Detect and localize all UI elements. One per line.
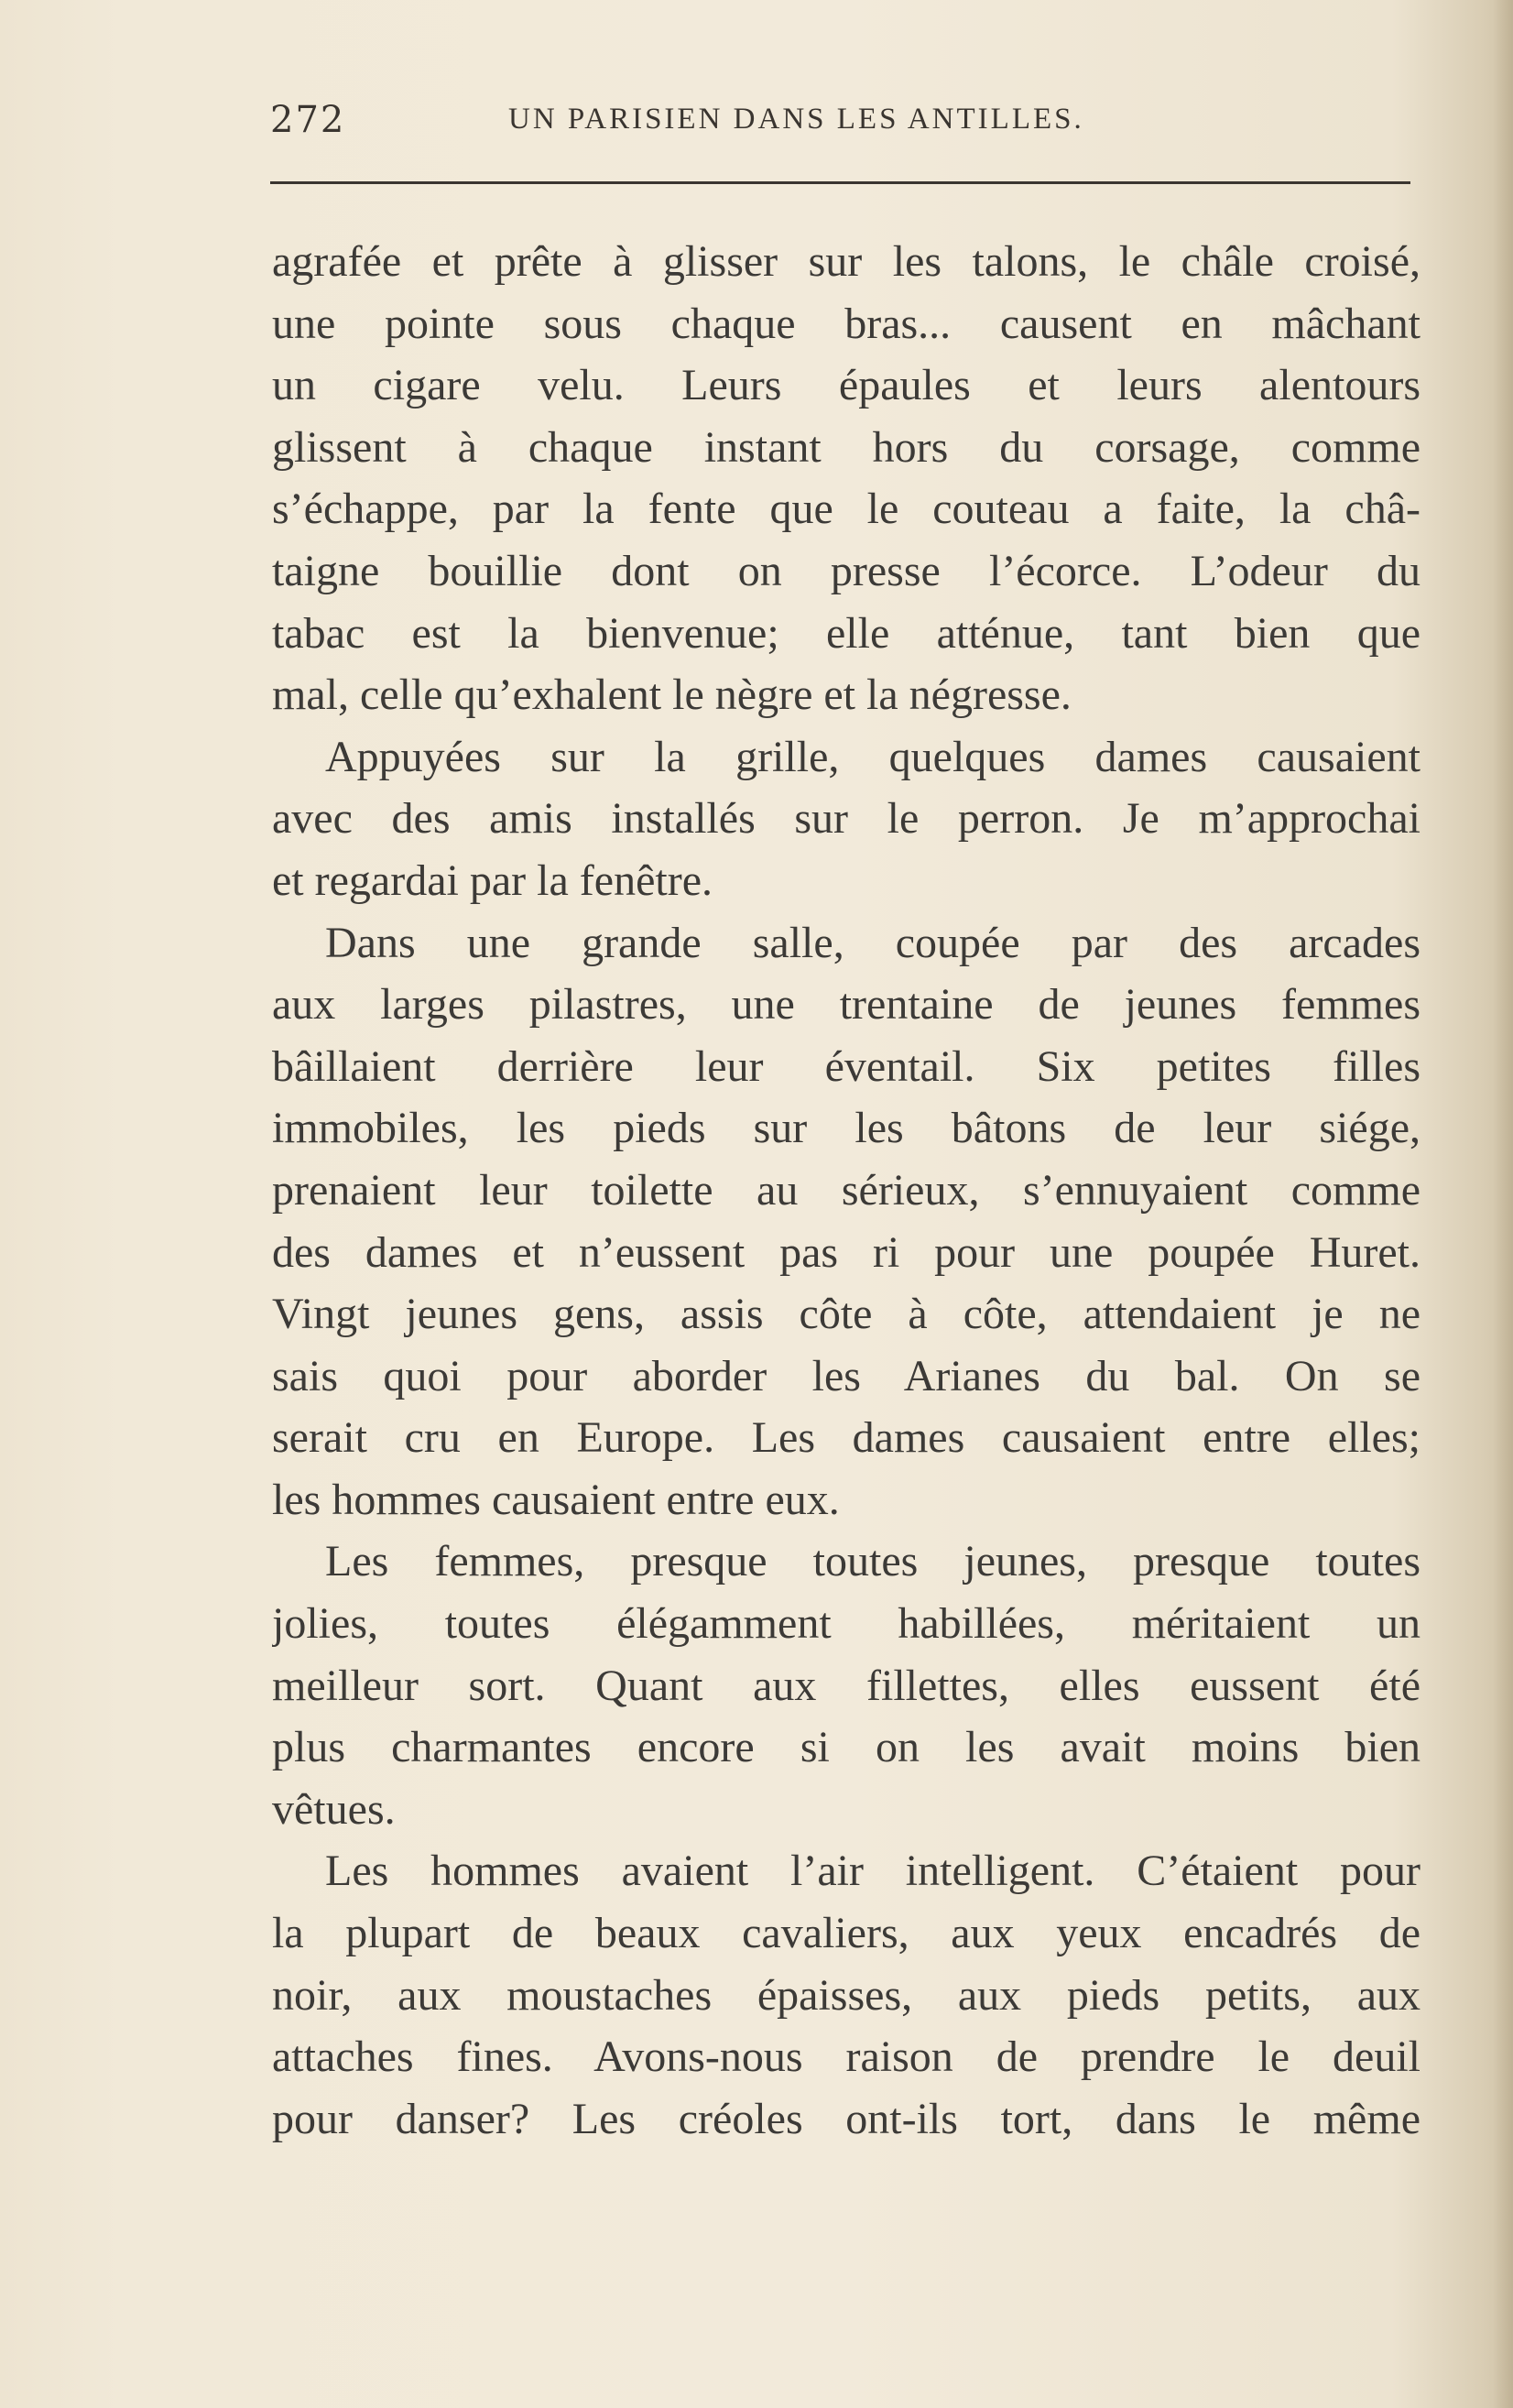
text-line: une pointe sous chaque bras... causent en mâchant [272, 299, 1420, 348]
text-line: sais quoi pour aborder les Arianes du bal. On se [272, 1351, 1420, 1400]
text-line: pour danser? Les créoles ont-ils tort, dans le même [272, 2094, 1420, 2143]
text-line: meilleur sort. Quant aux fillettes, elles eussent été [272, 1661, 1420, 1710]
text-line: Les hommes avaient l’air intelligent. C’étaient pour [325, 1847, 1420, 1896]
running-title: UN PARISIEN DANS LES ANTILLES. [508, 103, 1084, 136]
text-line: taigne bouillie dont on presse l’écorce. L’odeur du [272, 546, 1420, 595]
text-line: des dames et n’eussent pas ri pour une poupée Huret. [272, 1227, 1420, 1277]
text-line: immobiles, les pieds sur les bâtons de leur siége, [272, 1104, 1420, 1153]
text-line: et regardai par la fenêtre. [272, 855, 713, 905]
text-line: agrafée et prête à glisser sur les talons, le châle croisé, [272, 237, 1420, 286]
text-line: serait cru en Europe. Les dames causaient entre elles; [272, 1413, 1420, 1463]
text-line: la plupart de beaux cavaliers, aux yeux encadrés de [272, 1909, 1420, 1958]
text-line: Vingt jeunes gens, assis côte à côte, attendaient je ne [272, 1290, 1420, 1339]
text-line: tabac est la bienvenue; elle atténue, tant bien que [272, 608, 1420, 658]
running-header [270, 92, 1410, 156]
text-line: jolies, toutes élégamment habillées, méritaient un [272, 1599, 1420, 1649]
text-line: glissent à chaque instant hors du corsage, comme [272, 422, 1420, 472]
text-line: prenaient leur toilette au sérieux, s’ennuyaient comme [272, 1165, 1420, 1215]
text-line: les hommes causaient entre eux. [272, 1475, 840, 1524]
page-edge-shadow [1493, 0, 1513, 2408]
text-line: attaches fines. Avons-nous raison de prendre le deuil [272, 2032, 1420, 2082]
body-text [272, 231, 1420, 2150]
text-line: noir, aux moustaches épaisses, aux pieds petits, aux [272, 1970, 1420, 2020]
text-line: avec des amis installés sur le perron. Je m’approchai [272, 794, 1420, 844]
text-line: un cigare velu. Leurs épaules et leurs alentours [272, 361, 1420, 410]
text-line: mal, celle qu’exhalent le nègre et la négresse. [272, 670, 1072, 720]
text-line: Appuyées sur la grille, quelques dames causaient [325, 732, 1420, 781]
text-line: plus charmantes encore si on les avait moins bien [272, 1723, 1420, 1772]
page-number: 272 [270, 99, 346, 141]
text-line: bâillaient derrière leur éventail. Six petites filles [272, 1041, 1420, 1091]
text-line: vêtues. [272, 1784, 396, 1834]
header-rule [270, 181, 1410, 184]
text-line: s’échappe, par la fente que le couteau a faite, la châ- [272, 485, 1420, 534]
text-line: aux larges pilastres, une trentaine de jeunes femmes [272, 980, 1420, 1030]
text-line: Dans une grande salle, coupée par des arcades [325, 918, 1420, 967]
text-line: Les femmes, presque toutes jeunes, presque toutes [325, 1537, 1420, 1586]
